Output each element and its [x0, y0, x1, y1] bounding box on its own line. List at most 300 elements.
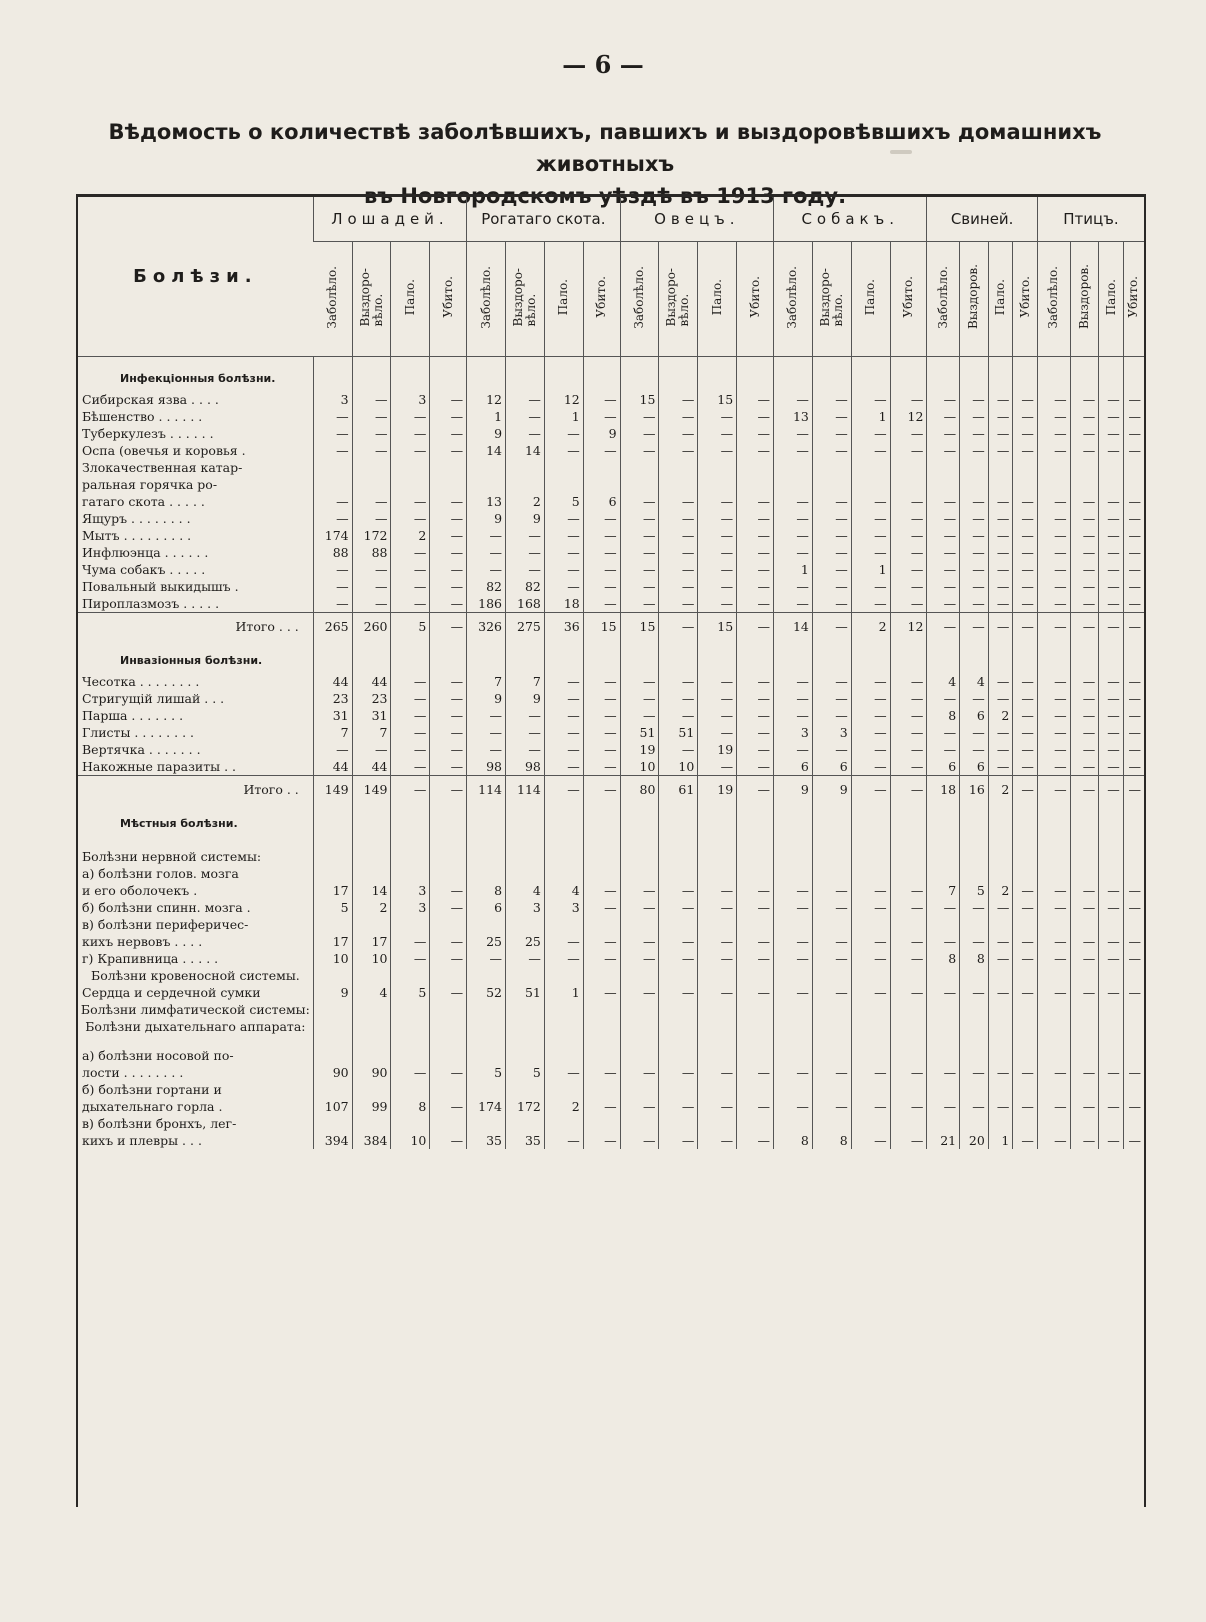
cell-value: — [927, 1064, 960, 1081]
cell-value: — [890, 933, 927, 950]
cell-value: — [1070, 527, 1099, 544]
cell-value: — [988, 578, 1013, 595]
row-label: Болѣзни кровеносной системы. [91, 968, 300, 983]
cell-value: — [851, 776, 890, 803]
cell-value: — [352, 408, 391, 425]
cell-value: — [774, 442, 813, 459]
cell-value: — [851, 544, 890, 561]
cell-value: 25 [506, 933, 545, 950]
cell-value: — [583, 408, 620, 425]
cell-value: — [1099, 690, 1124, 707]
cell-value [391, 357, 430, 392]
cell-value: — [1123, 1064, 1144, 1081]
cell-value: — [620, 493, 659, 510]
cell-value: — [927, 527, 960, 544]
cell-value [890, 1001, 927, 1018]
cell-value: — [890, 741, 927, 758]
cell-value [1123, 836, 1144, 848]
cell-value: — [737, 950, 774, 967]
cell-value: — [927, 442, 960, 459]
cell-value: — [1099, 758, 1124, 776]
cell-value: — [737, 933, 774, 950]
cell-value [391, 1001, 430, 1018]
cell-value: — [851, 578, 890, 595]
cell-value: — [1123, 724, 1144, 741]
cell-value: — [1070, 425, 1099, 442]
cell-value: 9 [583, 425, 620, 442]
column-header-label: Заболѣло. [1046, 265, 1061, 329]
row-label: дыхательнаго горла . [82, 1099, 223, 1114]
cell-value: — [430, 1098, 467, 1115]
column-header [927, 242, 960, 357]
row-label: Мытъ . . . . . . . . . [82, 528, 192, 543]
cell-value [430, 357, 467, 392]
cell-value: 17 [352, 933, 391, 950]
cell-value: — [1013, 1132, 1038, 1149]
cell-value [659, 1035, 698, 1047]
cell-value [313, 459, 352, 476]
table-row [78, 916, 1144, 933]
cell-value: — [737, 544, 774, 561]
cell-value: — [506, 391, 545, 408]
cell-value: — [391, 950, 430, 967]
cell-value [851, 1047, 890, 1064]
disease-statistics-table [78, 197, 1144, 1149]
cell-value: — [313, 578, 352, 595]
cell-value [851, 967, 890, 984]
cell-value: — [812, 882, 851, 899]
cell-value [313, 848, 352, 865]
cell-value [988, 802, 1013, 836]
cell-value: — [430, 408, 467, 425]
cell-value: — [544, 933, 583, 950]
cell-value: — [851, 493, 890, 510]
cell-value: — [988, 391, 1013, 408]
cell-value [352, 357, 391, 392]
cell-value: — [1013, 408, 1038, 425]
cell-value: — [1037, 933, 1070, 950]
column-header-label: Пало. [709, 278, 724, 316]
cell-value: — [1070, 690, 1099, 707]
cell-value [620, 967, 659, 984]
cell-value: — [960, 425, 989, 442]
cell-value [737, 639, 774, 673]
cell-value [544, 865, 583, 882]
cell-value: — [430, 1064, 467, 1081]
cell-value: — [1037, 984, 1070, 1001]
table-row [78, 527, 1144, 544]
cell-value [927, 639, 960, 673]
cell-value: — [1037, 408, 1070, 425]
cell-value: — [391, 544, 430, 561]
cell-value: — [659, 561, 698, 578]
cell-value: — [737, 425, 774, 442]
cell-value: — [1037, 758, 1070, 776]
cell-value: — [960, 1064, 989, 1081]
cell-value [352, 459, 391, 476]
cell-value: — [698, 758, 737, 776]
column-header [313, 242, 352, 357]
cell-value: 23 [352, 690, 391, 707]
cell-value [620, 476, 659, 493]
cell-value: — [927, 425, 960, 442]
table-row [78, 673, 1144, 690]
cell-value: 12 [544, 391, 583, 408]
cell-value: — [812, 899, 851, 916]
cell-value: — [620, 673, 659, 690]
cell-value: — [583, 391, 620, 408]
cell-value: — [1123, 442, 1144, 459]
cell-value [620, 357, 659, 392]
row-label: Итого . . [78, 776, 313, 803]
cell-value: 1 [851, 408, 890, 425]
cell-value: — [698, 984, 737, 1001]
cell-value: — [960, 899, 989, 916]
column-header-label: Выздоро- вѣло. [510, 267, 538, 327]
cell-value [774, 357, 813, 392]
cell-value [313, 916, 352, 933]
cell-value: — [1099, 578, 1124, 595]
cell-value [890, 802, 927, 836]
cell-value [506, 836, 545, 848]
cell-value: — [467, 741, 506, 758]
cell-value: — [960, 527, 989, 544]
cell-value: — [620, 1132, 659, 1149]
cell-value [698, 1081, 737, 1098]
cell-value: — [467, 544, 506, 561]
cell-value: — [1070, 1064, 1099, 1081]
cell-value: — [352, 493, 391, 510]
cell-value: 174 [313, 527, 352, 544]
cell-value: 149 [352, 776, 391, 803]
cell-value [506, 916, 545, 933]
cell-value: — [583, 673, 620, 690]
cell-value [583, 1047, 620, 1064]
cell-value [890, 357, 927, 392]
cell-value [620, 848, 659, 865]
table-row [78, 408, 1144, 425]
cell-value: — [659, 408, 698, 425]
cell-value [774, 836, 813, 848]
cell-value: — [430, 724, 467, 741]
cell-value: — [812, 984, 851, 1001]
cell-value: — [698, 527, 737, 544]
column-header-label: Убито. [901, 276, 915, 318]
cell-value: — [430, 561, 467, 578]
cell-value: — [988, 950, 1013, 967]
cell-value [1013, 916, 1038, 933]
cell-value: — [1037, 1132, 1070, 1149]
column-header-label: Пало. [993, 278, 1008, 316]
cell-value: — [812, 613, 851, 640]
cell-value: — [698, 1132, 737, 1149]
cell-value: — [851, 527, 890, 544]
cell-value: — [1013, 527, 1038, 544]
column-header [659, 242, 698, 357]
cell-value: — [1037, 493, 1070, 510]
cell-value: — [1037, 442, 1070, 459]
cell-value: — [583, 724, 620, 741]
cell-value [506, 1035, 545, 1047]
cell-value: — [1013, 595, 1038, 613]
cell-value [1123, 848, 1144, 865]
cell-value: — [988, 527, 1013, 544]
cell-value [1070, 1035, 1099, 1047]
cell-value: — [698, 1098, 737, 1115]
cell-value: — [1099, 933, 1124, 950]
cell-value: 9 [467, 510, 506, 527]
cell-value: — [391, 707, 430, 724]
cell-value: — [659, 899, 698, 916]
cell-value [737, 1115, 774, 1132]
cell-value [506, 1001, 545, 1018]
row-label: Итого . . . [78, 613, 313, 640]
cell-value: 20 [960, 1132, 989, 1149]
cell-value: — [1013, 776, 1038, 803]
column-header [774, 242, 813, 357]
cell-value [812, 1018, 851, 1035]
cell-value: — [1123, 544, 1144, 561]
cell-value [927, 1081, 960, 1098]
cell-value: — [430, 391, 467, 408]
cell-value [1013, 865, 1038, 882]
cell-value [391, 1047, 430, 1064]
cell-value: — [659, 510, 698, 527]
cell-value: — [1123, 690, 1144, 707]
cell-value [927, 848, 960, 865]
cell-value [927, 916, 960, 933]
cell-value: — [851, 442, 890, 459]
cell-value: — [890, 527, 927, 544]
cell-value: — [583, 544, 620, 561]
cell-value: 1 [988, 1132, 1013, 1149]
cell-value: — [1070, 442, 1099, 459]
cell-value [890, 1047, 927, 1064]
cell-value [1037, 1081, 1070, 1098]
cell-value: 18 [927, 776, 960, 803]
column-header [430, 242, 467, 357]
cell-value: — [544, 707, 583, 724]
cell-value: — [774, 899, 813, 916]
cell-value: — [1099, 544, 1124, 561]
cell-value: — [851, 1064, 890, 1081]
cell-value [1099, 848, 1124, 865]
cell-value: 114 [467, 776, 506, 803]
cell-value [1037, 1047, 1070, 1064]
cell-value [430, 459, 467, 476]
cell-value: — [1070, 493, 1099, 510]
cell-value: — [737, 442, 774, 459]
cell-value [812, 967, 851, 984]
cell-value: — [960, 613, 989, 640]
cell-value: — [737, 578, 774, 595]
cell-value [960, 865, 989, 882]
table-row [78, 425, 1144, 442]
cell-value [1013, 459, 1038, 476]
cell-value: — [927, 408, 960, 425]
cell-value: 82 [467, 578, 506, 595]
cell-value: 3 [812, 724, 851, 741]
cell-value: — [988, 493, 1013, 510]
cell-value: — [960, 933, 989, 950]
group-header: Рогатаго скота. [467, 197, 620, 242]
cell-value [812, 1035, 851, 1047]
cell-value [812, 836, 851, 848]
cell-value: — [313, 442, 352, 459]
cell-value [313, 1001, 352, 1018]
cell-value: — [430, 899, 467, 916]
cell-value [988, 916, 1013, 933]
cell-value: 1 [851, 561, 890, 578]
cell-value [988, 1035, 1013, 1047]
cell-value [960, 1081, 989, 1098]
cell-value: — [1070, 613, 1099, 640]
cell-value: — [659, 1064, 698, 1081]
cell-value: — [391, 741, 430, 758]
cell-value [430, 1035, 467, 1047]
cell-value [391, 1081, 430, 1098]
cell-value [620, 916, 659, 933]
cell-value: — [583, 984, 620, 1001]
column-header [988, 242, 1013, 357]
cell-value: 5 [391, 984, 430, 1001]
cell-value [583, 1035, 620, 1047]
cell-value: — [467, 707, 506, 724]
column-header [851, 242, 890, 357]
row-label: в) болѣзни периферичес- [82, 917, 249, 932]
cell-value: — [812, 1064, 851, 1081]
cell-value [737, 476, 774, 493]
cell-value: — [988, 425, 1013, 442]
cell-value: — [890, 758, 927, 776]
cell-value: — [659, 425, 698, 442]
cell-value: — [988, 1064, 1013, 1081]
cell-value: 12 [467, 391, 506, 408]
row-label: Чесотка . . . . . . . . [82, 674, 200, 689]
cell-value: — [988, 984, 1013, 1001]
cell-value [659, 1081, 698, 1098]
column-header-label: Выздоро- вѣло. [817, 267, 845, 327]
row-label: Болѣзни лимфатической системы: [80, 1002, 310, 1017]
cell-value: — [1037, 673, 1070, 690]
cell-value: 98 [467, 758, 506, 776]
cell-value: — [988, 561, 1013, 578]
cell-value [544, 476, 583, 493]
cell-value: — [1123, 613, 1144, 640]
table-row [78, 1098, 1144, 1115]
row-label: Сибирская язва . . . . [82, 392, 219, 407]
cell-value: — [583, 741, 620, 758]
cell-value: 275 [506, 613, 545, 640]
column-header [467, 242, 506, 357]
cell-value: — [1070, 899, 1099, 916]
cell-value [1013, 848, 1038, 865]
cell-value: — [313, 510, 352, 527]
cell-value: — [774, 950, 813, 967]
cell-value: — [1070, 758, 1099, 776]
statistics-table-frame [76, 194, 1146, 1507]
cell-value: — [430, 950, 467, 967]
cell-value: — [1099, 1132, 1124, 1149]
cell-value: — [1070, 882, 1099, 899]
cell-value: — [620, 707, 659, 724]
cell-value [352, 639, 391, 673]
cell-value: — [812, 391, 851, 408]
cell-value: 7 [352, 724, 391, 741]
cell-value [960, 357, 989, 392]
cell-value [352, 916, 391, 933]
cell-value: 19 [698, 741, 737, 758]
cell-value [352, 1115, 391, 1132]
table-row [78, 459, 1144, 476]
cell-value: 10 [620, 758, 659, 776]
cell-value: — [430, 442, 467, 459]
column-header [544, 242, 583, 357]
cell-value: — [1123, 882, 1144, 899]
cell-value [774, 967, 813, 984]
cell-value: — [620, 561, 659, 578]
cell-value: 2 [506, 493, 545, 510]
cell-value: 8 [927, 950, 960, 967]
cell-value [352, 1047, 391, 1064]
cell-value [698, 459, 737, 476]
cell-value: 6 [812, 758, 851, 776]
cell-value: 8 [812, 1132, 851, 1149]
cell-value [1070, 357, 1099, 392]
cell-value [467, 357, 506, 392]
cell-value: — [1070, 561, 1099, 578]
cell-value [391, 848, 430, 865]
cell-value: — [960, 690, 989, 707]
cell-value [1037, 1035, 1070, 1047]
cell-value: — [960, 578, 989, 595]
row-label: Бѣшенство . . . . . . [82, 409, 203, 424]
column-header-label: Заболѣло. [785, 265, 800, 329]
cell-value: — [960, 544, 989, 561]
cell-value [544, 1035, 583, 1047]
cell-value [352, 848, 391, 865]
cell-value: 4 [960, 673, 989, 690]
cell-value: 8 [960, 950, 989, 967]
cell-value [352, 1035, 391, 1047]
row-label: Вертячка . . . . . . . [82, 742, 201, 757]
cell-value: — [1013, 758, 1038, 776]
cell-value: — [313, 425, 352, 442]
cell-value: — [391, 493, 430, 510]
cell-value [467, 967, 506, 984]
cell-value [698, 1115, 737, 1132]
cell-value: — [774, 391, 813, 408]
row-label [78, 1035, 313, 1047]
cell-value: — [506, 707, 545, 724]
cell-value: — [1037, 527, 1070, 544]
cell-value: — [1123, 1132, 1144, 1149]
cell-value [391, 802, 430, 836]
cell-value [890, 476, 927, 493]
cell-value: — [544, 673, 583, 690]
cell-value: — [313, 561, 352, 578]
cell-value [1099, 865, 1124, 882]
cell-value: — [1037, 882, 1070, 899]
cell-value: — [1099, 442, 1124, 459]
cell-value [774, 916, 813, 933]
cell-value: — [544, 442, 583, 459]
cell-value [890, 1081, 927, 1098]
cell-value: — [1037, 741, 1070, 758]
cell-value: 17 [313, 882, 352, 899]
cell-value [774, 1115, 813, 1132]
cell-value [1099, 357, 1124, 392]
